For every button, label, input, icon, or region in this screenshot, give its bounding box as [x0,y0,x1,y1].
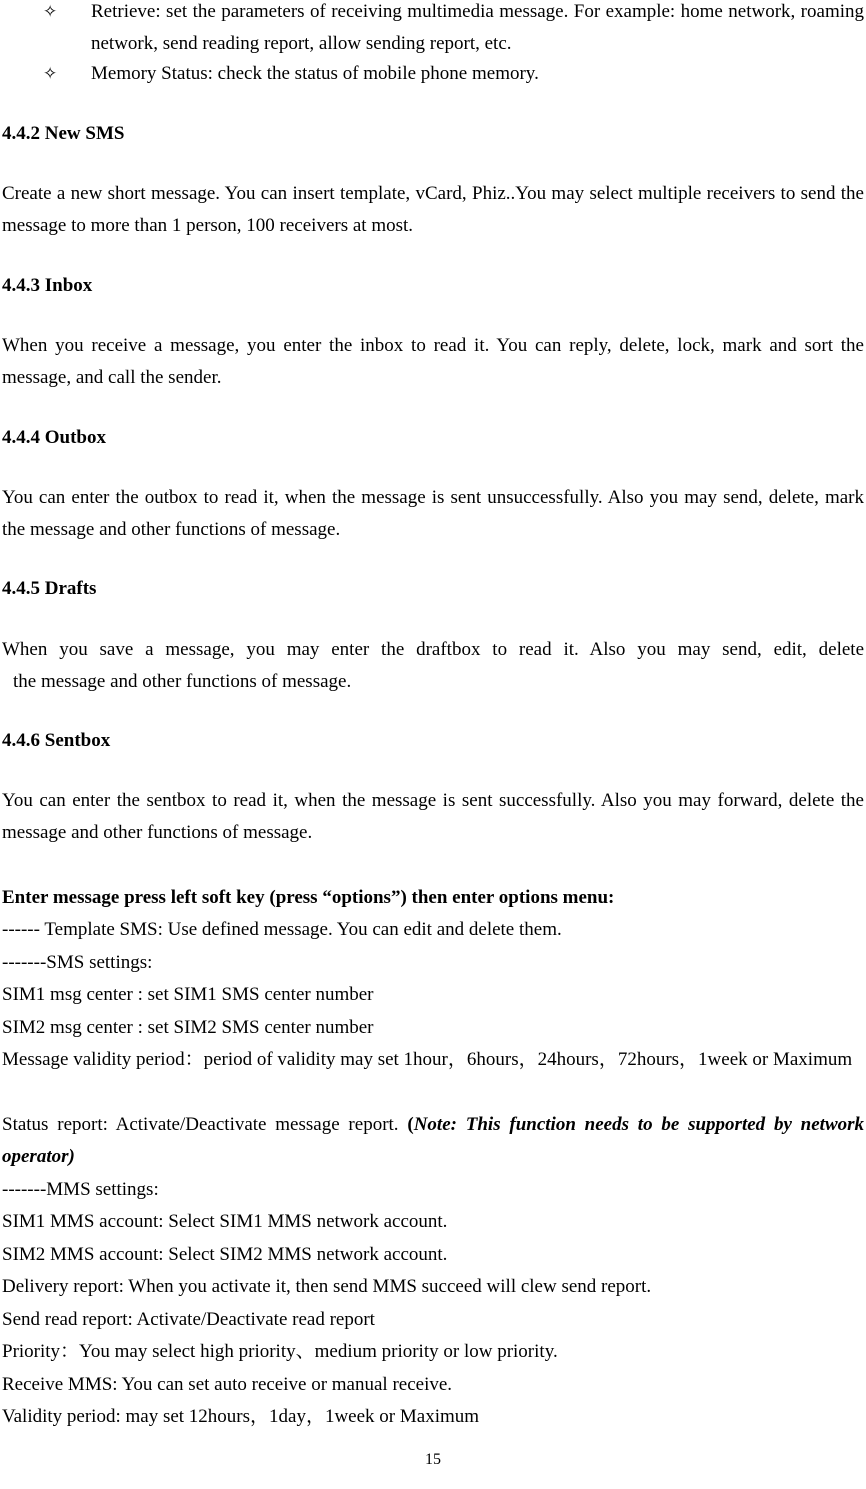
option-delivery-report: Delivery report: When you activate it, then send MMS succeed will clew send report. [2,1276,652,1297]
section-heading-sentbox: 4.4.6 Sentbox [2,730,111,751]
section-body-inbox: When you receive a message, you enter the inbox to read it. You can reply, delete, lock, mark and sort the message, and call the sender. [2,335,864,388]
option-mms-validity-period: Validity period: may set 12hours，1day，1week or Maximum [2,1406,480,1427]
bullet-text: Retrieve: set the parameters of receiving multimedia message. For example: home network, roaming network, send reading report, allow sending report, etc. [91,1,864,54]
option-sim2-mms-account: SIM2 MMS account: Select SIM2 MMS network account. [2,1244,448,1265]
status-report-text: Status report: Activate/Deactivate message report. [2,1114,399,1135]
option-priority: Priority：You may select high priority、medium priority or low priority. [2,1341,558,1362]
four-point-star-icon: ✧ [43,64,58,84]
section-heading-outbox: 4.4.4 Outbox [2,427,106,448]
section-body-drafts [2,634,864,698]
note-open-paren: ( [407,1114,414,1135]
option-message-validity: Message validity period：period of validity may set 1hour，6hours，24hours，72hours，1week or Maximum [2,1049,853,1070]
drafts-line-2: the message and other functions of message. [13,671,352,692]
option-sim2-msg-center: SIM2 msg center : set SIM2 SMS center number [2,1017,374,1038]
four-point-star-icon: ✧ [43,2,58,22]
bullet-item-memory-status [0,58,866,90]
section-heading-drafts: 4.4.5 Drafts [2,578,97,599]
option-sim1-msg-center: SIM1 msg center : set SIM1 SMS center number [2,984,374,1005]
status-report-note: Note: This function needs to be supported by network operator) [2,1114,865,1167]
option-sim1-mms-account: SIM1 MMS account: Select SIM1 MMS network account. [2,1211,448,1232]
option-receive-mms: Receive MMS: You can set auto receive or manual receive. [2,1374,453,1395]
section-heading-new-sms: 4.4.2 New SMS [2,123,125,144]
option-sms-settings: -------SMS settings: [2,952,153,973]
options-menu-title: Enter message press left soft key (press “options”) then enter options menu: [2,887,615,908]
section-body-outbox: You can enter the outbox to read it, when the message is sent unsuccessfully. Also you may send, delete, mark the message and other functions of message. [2,487,864,540]
section-body-sentbox: You can enter the sentbox to read it, when the message is sent successfully. Also you may forward, delete the message and other functions of message. [2,790,864,843]
section-heading-inbox: 4.4.3 Inbox [2,275,93,296]
section-body-new-sms: Create a new short message. You can insert template, vCard, Phiz..You may select multiple receivers to send the message to more than 1 person, 100 receivers at most. [2,183,864,236]
bullet-text: Memory Status: check the status of mobile phone memory. [91,63,539,84]
option-mms-settings: -------MMS settings: [2,1179,159,1200]
drafts-line-1: When you save a message, you may enter the draftbox to read it. Also you may send, edit, delete [2,639,864,660]
page-number: 15 [425,1451,441,1468]
option-template-sms: ------ Template SMS: Use defined message. You can edit and delete them. [2,919,562,940]
option-status-report [2,1109,864,1173]
bullet-item-retrieve [0,0,866,60]
option-send-read-report: Send read report: Activate/Deactivate read report [2,1309,375,1330]
